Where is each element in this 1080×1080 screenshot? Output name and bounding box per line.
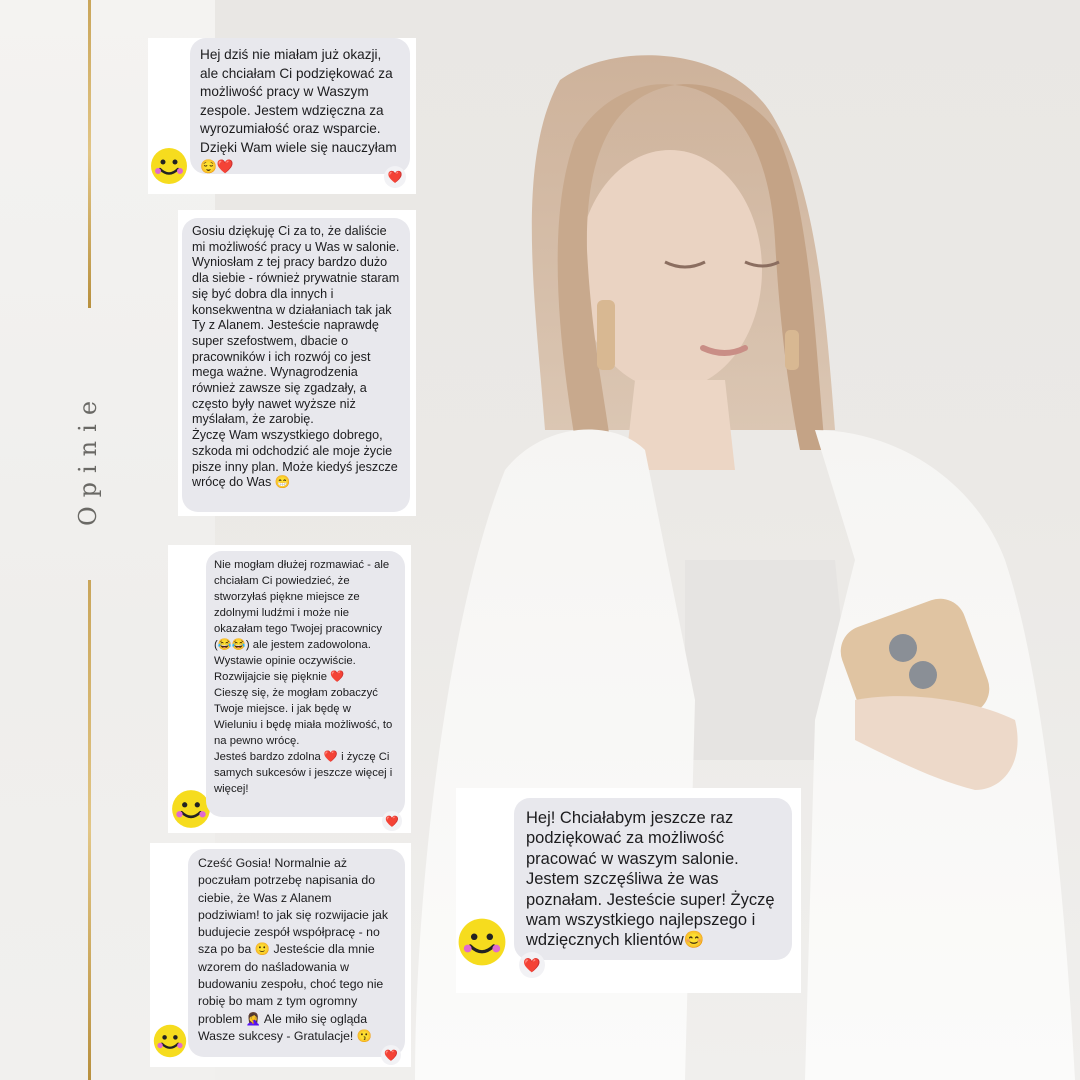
message-card-4 bbox=[150, 843, 411, 1067]
heart-reaction-icon[interactable]: ❤️ bbox=[381, 1045, 401, 1065]
message-text-3: Nie mogłam dłużej rozmawiać - ale chciałam Ci powiedzieć, że stworzyłaś piękne miejsce ze zdolnymi ludźmi i może nie okazałam tego Twojej pracownicy (😂😂) ale jestem zadowolona. Wystawie opinie oczywiście. Rozwijajcie się pięknie ❤️ Cieszę się, że mogłam zobaczyć Twoje miejsce. i jak będę w Wieluniu i będę miała możliwość, to na pewno wrócę. Jesteś bardzo zdolna ❤️ i życzę Ci samych sukcesów i jeszcze więcej i więcej! bbox=[214, 559, 393, 795]
smiley-avatar-icon bbox=[149, 146, 189, 191]
message-text-1: Hej dziś nie miałam już okazji, ale chciałam Ci podziękować za możliwość pracy w Waszym zespole. Jestem wdzięczna za wyrozumiałość oraz wsparcie. Dzięki Wam wiele się nauczyłam bbox=[200, 47, 397, 155]
message-text-2: Gosiu dziękuję Ci za to, że daliście mi możliwość pracy u Was w salonie. Wyniosłam z tej pracy bardzo dużo dla siebie - również prywatnie staram się być dobra dla innych i konsekwentna w działaniach tak jak Ty z Alanem. Jesteście naprawdę super szefostwem, dbacie o pracowników i ich rozwój co jest mega ważne. Wynagrodzenia również zawsze się zgadzały, a często były nawet wyższe niż myślałam, że zarobię. Życzę Wam wszystkiego dobrego, szkoda mi odchodzić ale moje życie pisze inny plan. Może kiedyś jeszcze wrócę do Was 😁 bbox=[192, 224, 400, 490]
message-card-3 bbox=[168, 545, 411, 833]
heart-reaction-icon[interactable]: ❤️ bbox=[519, 952, 545, 978]
gold-divider-bottom bbox=[88, 580, 91, 1080]
message-bubble-2 bbox=[182, 218, 410, 512]
message-bubble-4 bbox=[188, 849, 405, 1057]
message-text-5: Hej! Chciałabym jeszcze raz podziękować za możliwość pracować w waszym salonie. Jestem szczęśliwa że was poznałam. Jesteście super! Życzę wam wszystkiego najlepszego i wdzięcznych klientów😊 bbox=[526, 809, 775, 950]
gold-divider-top bbox=[88, 0, 91, 308]
message-bubble-1 bbox=[190, 38, 410, 174]
section-label: Opinie bbox=[74, 391, 102, 527]
message-text-4: Cześć Gosia! Normalnie aż poczułam potrzebę napisania do ciebie, że Was z Alanem podziwiam! to jak się rozwijacie jak budujecie zespół współpracę - no sza po ba 🙂 Jesteście dla mnie wzorem do naśladowania w budowaniu zespołu, choć tego nie robię bo mam z tym ogromny problem 🤦‍♀️ Ale miło się ogląda Wasze sukcesy - Gratulacje! 😗 bbox=[198, 856, 388, 1043]
heart-reaction-icon[interactable]: ❤️ bbox=[382, 811, 402, 831]
heart-reaction-icon[interactable]: ❤️ bbox=[384, 166, 406, 188]
message-card-5 bbox=[456, 788, 801, 993]
smiley-avatar-icon bbox=[152, 1023, 188, 1064]
message-emoji-1: 😌❤️ bbox=[200, 158, 234, 174]
message-card-2 bbox=[178, 210, 416, 516]
message-bubble-5 bbox=[514, 798, 792, 960]
message-card-1 bbox=[148, 38, 416, 194]
smiley-avatar-icon bbox=[456, 916, 508, 973]
message-bubble-3 bbox=[206, 551, 405, 817]
